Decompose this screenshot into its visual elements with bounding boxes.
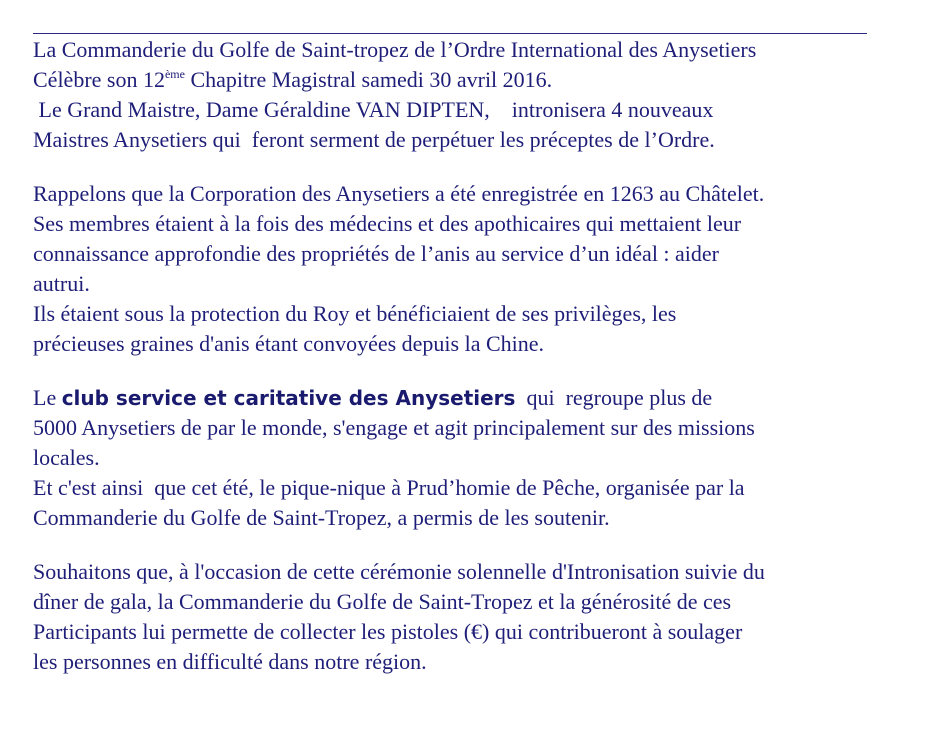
text-line — [33, 383, 943, 413]
text-line: 5000 Anysetiers de par le monde, s'engage et agit principalement sur des missions — [33, 415, 755, 440]
text-line: Ils étaient sous la protection du Roy et bénéficiaient de ses privilèges, les — [33, 301, 677, 326]
paragraph-3 — [33, 383, 943, 533]
superscript: ème — [164, 67, 185, 81]
text-segment: Célèbre son 12 — [33, 67, 165, 92]
text-line: Le Grand Maistre, Dame Géraldine VAN DIPTEN, intronisera 4 nouveaux — [33, 97, 714, 122]
text-line: Participants lui permette de collecter les pistoles (€) qui contribueront à soulager — [33, 619, 743, 644]
text-line: autrui. — [33, 271, 90, 296]
text-line: connaissance approfondie des propriétés de l’anis au service d’un idéal : aider — [33, 241, 720, 266]
paragraph-2 — [33, 179, 943, 359]
emphasis-club-service: club service et caritative des Anysetiers — [61, 386, 516, 410]
paragraph-4 — [33, 557, 943, 677]
text-line: Commanderie du Golfe de Saint-Tropez, a permis de les soutenir. — [33, 505, 610, 530]
text-segment: Chapitre Magistral samedi 30 avril 2016. — [184, 67, 553, 92]
text-line: Souhaitons que, à l'occasion de cette cérémonie solennelle d'Intronisation suivie du — [33, 559, 765, 584]
text-line: Maistres Anysetiers qui feront serment de perpétuer les préceptes de l’Ordre. — [33, 127, 715, 152]
text-line: La Commanderie du Golfe de Saint-tropez de l’Ordre International des Anysetiers — [33, 37, 757, 62]
top-rule — [33, 33, 867, 34]
document-page — [33, 0, 943, 677]
text-line: les personnes en difficulté dans notre région. — [33, 649, 427, 674]
text-segment: qui regroupe plus de — [515, 385, 713, 410]
text-segment: Le — [33, 385, 62, 410]
text-line: précieuses graines d'anis étant convoyées depuis la Chine. — [33, 331, 545, 356]
text-line: Rappelons que la Corporation des Anysetiers a été enregistrée en 1263 au Châtelet. — [33, 181, 765, 206]
text-line: Ses membres étaient à la fois des médecins et des apothicaires qui mettaient leur — [33, 211, 742, 236]
text-line: dîner de gala, la Commanderie du Golfe de Saint-Tropez et la générosité de ces — [33, 589, 732, 614]
text-line: Et c'est ainsi que cet été, le pique-nique à Prud’homie de Pêche, organisée par la — [33, 475, 745, 500]
paragraph-1 — [33, 35, 943, 155]
text-line — [33, 65, 943, 95]
text-line: locales. — [33, 445, 100, 470]
